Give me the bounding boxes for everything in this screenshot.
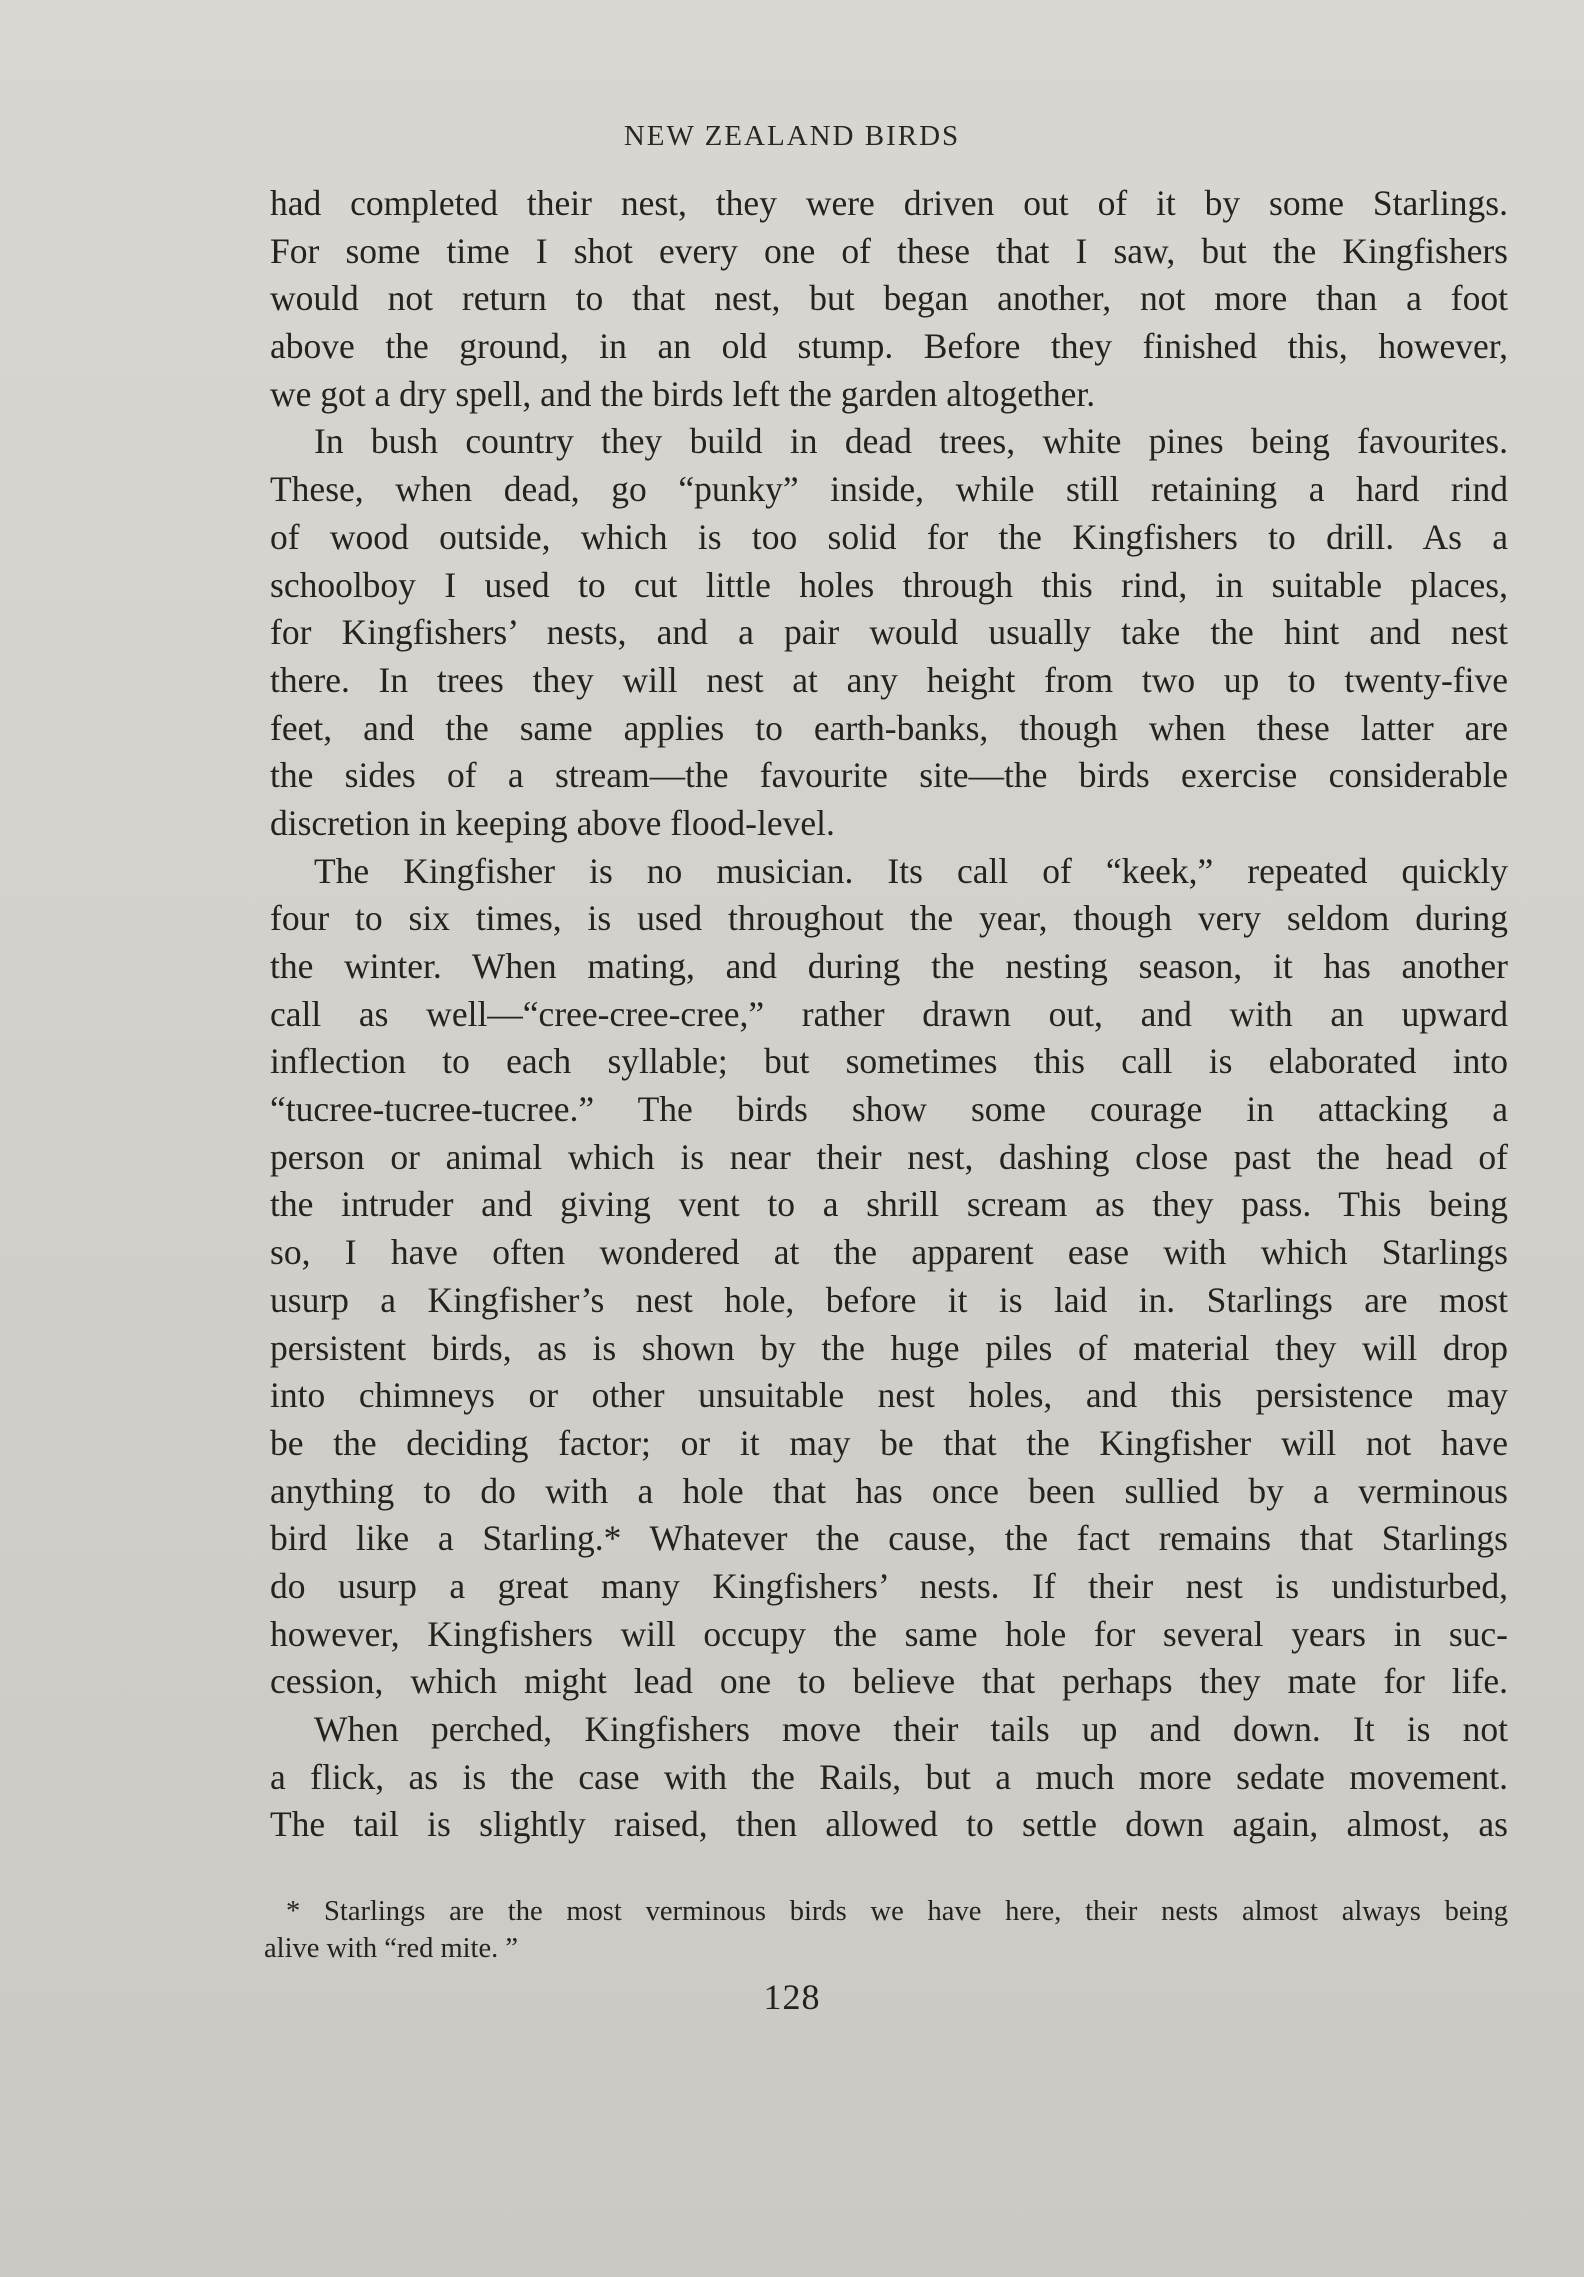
text-line: person or animal which is near their nest, dashing close past the head of: [270, 1136, 1508, 1177]
text-line: schoolboy I used to cut little holes through this rind, in suitable places,: [270, 564, 1508, 605]
text-line: call as well—“cree-cree-cree,” rather drawn out, and with an upward: [270, 993, 1508, 1034]
body-text: [270, 180, 1508, 1849]
text-line: For some time I shot every one of these that I saw, but the Kingfishers: [270, 230, 1508, 271]
text-line: we got a dry spell, and the birds left the garden altogether.: [270, 373, 1096, 414]
text-line: discretion in keeping above flood-level.: [270, 802, 835, 843]
text-line: inflection to each syllable; but sometimes this call is elaborated into: [270, 1041, 1508, 1082]
text-line: had completed their nest, they were driven out of it by some Starlings.: [270, 183, 1508, 223]
text-line: into chimneys or other unsuitable nest holes, and this persistence may: [270, 1375, 1508, 1416]
text-line: four to six times, is used throughout the year, though very seldom during: [270, 898, 1508, 939]
text-line: The tail is slightly raised, then allowed to settle down again, almost, as: [270, 1804, 1508, 1845]
text-line: do usurp a great many Kingfishers’ nests. If their nest is undisturbed,: [270, 1565, 1508, 1606]
text-line: the sides of a stream—the favourite site—the birds exercise considerable: [270, 755, 1508, 796]
text-line: a flick, as is the case with the Rails, but a much more sedate movement.: [270, 1756, 1508, 1797]
running-head: NEW ZEALAND BIRDS: [623, 120, 961, 152]
text-line: anything to do with a hole that has once been sullied by a verminous: [270, 1470, 1508, 1511]
text-line: so, I have often wondered at the apparent ease with which Starlings: [270, 1232, 1508, 1273]
text-line: for Kingfishers’ nests, and a pair would usually take the hint and nest: [270, 612, 1508, 653]
text-line: of wood outside, which is too solid for the Kingfishers to drill. As a: [270, 516, 1508, 557]
page-number: 128: [763, 1977, 821, 2017]
footnote-line: * Starlings are the most verminous birds we have here, their nests almost always being: [286, 1896, 1508, 1927]
text-line: there. In trees they will nest at any height from two up to twenty-five: [270, 659, 1508, 700]
text-line: persistent birds, as is shown by the huge piles of material they will drop: [270, 1327, 1508, 1368]
text-line: above the ground, in an old stump. Before they finished this, however,: [270, 326, 1508, 367]
paragraph-first-line: When perched, Kingfishers move their tails up and down. It is not: [314, 1709, 1508, 1749]
text-line: the winter. When mating, and during the nesting season, it has another: [270, 946, 1508, 986]
paragraph-first-line: In bush country they build in dead trees, white pines being favourites.: [314, 421, 1508, 462]
text-line: feet, and the same applies to earth-banks, though when these latter are: [270, 707, 1508, 748]
footnote-line: alive with “red mite. ”: [264, 1933, 519, 1964]
text-line: however, Kingfishers will occupy the same hole for several years in suc-: [270, 1613, 1508, 1654]
text-line: “tucree-tucree-tucree.” The birds show some courage in attacking a: [270, 1089, 1508, 1130]
text-line: would not return to that nest, but began another, not more than a foot: [270, 278, 1508, 319]
text-line: cession, which might lead one to believe that perhaps they mate for life.: [270, 1661, 1508, 1702]
text-line: the intruder and giving vent to a shrill scream as they pass. This being: [270, 1184, 1508, 1225]
paragraph-first-line: The Kingfisher is no musician. Its call of “keek,” repeated quickly: [314, 850, 1508, 891]
text-line: be the deciding factor; or it may be that the Kingfisher will not have: [270, 1422, 1508, 1463]
text-line: These, when dead, go “punky” inside, while still retaining a hard rind: [270, 469, 1508, 510]
text-line: bird like a Starling.* Whatever the cause, the fact remains that Starlings: [270, 1518, 1508, 1559]
text-line: usurp a Kingfisher’s nest hole, before it is laid in. Starlings are most: [270, 1279, 1508, 1320]
footnote: [264, 1893, 1508, 1967]
